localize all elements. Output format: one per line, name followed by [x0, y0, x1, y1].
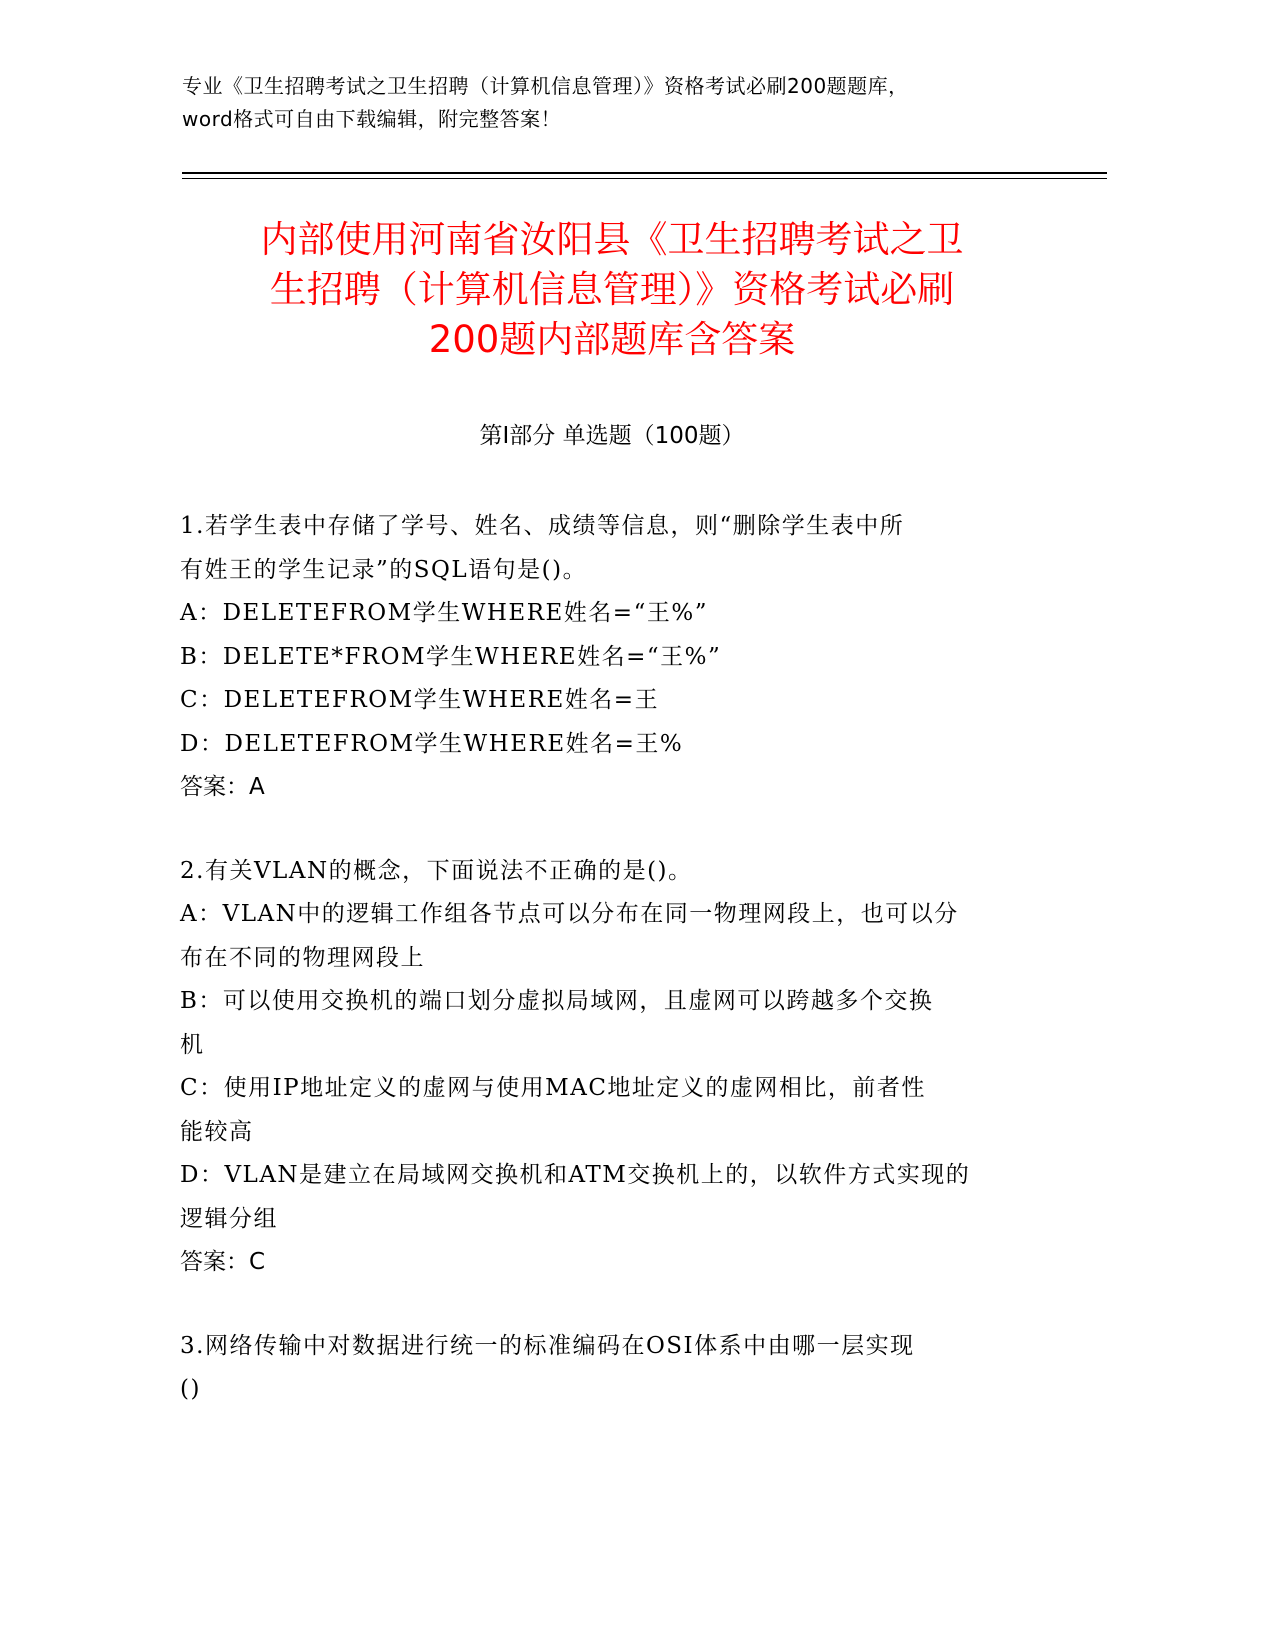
- answer-line: [180, 1241, 1040, 1285]
- header-note: [182, 70, 1092, 136]
- answer-line: [180, 766, 1040, 810]
- document-title-line-1: 内部使用河南省汝阳县《卫生招聘考试之卫: [260, 218, 964, 261]
- option-d-line: 逻辑分组: [180, 1205, 278, 1232]
- option-b-line: 机: [180, 1031, 205, 1058]
- option-c: C：DELETEFROM学生WHERE姓名=王: [180, 687, 660, 713]
- option-d-line: D：VLAN是建立在局域网交换机和ATM交换机上的，以软件方式实现的: [180, 1162, 971, 1188]
- option-d: D：DELETEFROM学生WHERE姓名=王%: [180, 730, 684, 757]
- question-stem-line: 3.网络传输中对数据进行统一的标准编码在OSI体系中由哪一层实现: [180, 1332, 915, 1359]
- question-list: [180, 505, 1040, 1452]
- option-b-line: B：可以使用交换机的端口划分虚拟局域网，且虚网可以跨越多个交换: [180, 988, 934, 1014]
- section-title: 第Ⅰ部分 单选题（100题）: [479, 423, 745, 449]
- question-1: [180, 505, 1040, 810]
- option-c-line: 能较高: [180, 1118, 254, 1145]
- option-c-line: C：使用IP地址定义的虚网与使用MAC地址定义的虚网相比，前者性: [180, 1075, 926, 1101]
- header-divider-thick: [182, 172, 1107, 174]
- option-a-line: A：VLAN中的逻辑工作组各节点可以分布在同一物理网段上，也可以分: [180, 901, 959, 927]
- question-stem-line: 2.有关VLAN的概念，下面说法不正确的是()。: [180, 857, 693, 884]
- question-2: [180, 850, 1040, 1285]
- header-note-line-2: word格式可自由下载编辑，附完整答案！: [182, 107, 562, 131]
- question-3: [180, 1325, 1040, 1412]
- document-title: [182, 215, 1042, 365]
- question-stem-line: 有姓王的学生记录”的SQL语句是()。: [180, 556, 588, 583]
- header-divider-thin: [182, 178, 1107, 179]
- option-a-line: 布在不同的物理网段上: [180, 944, 425, 971]
- document-title-line-3: 200题内部题库含答案: [428, 318, 796, 361]
- answer-value: C: [249, 1249, 266, 1275]
- header-note-line-1: 专业《卫生招聘考试之卫生招聘（计算机信息管理）》资格考试必刷200题题库，: [182, 74, 909, 98]
- option-a: A：DELETEFROM学生WHERE姓名=“王%”: [180, 600, 708, 626]
- answer-value: A: [249, 774, 265, 800]
- answer-label: 答案：: [180, 1249, 249, 1275]
- document-title-line-2: 生招聘（计算机信息管理）》资格考试必刷: [269, 268, 955, 311]
- question-stem-line: 1.若学生表中存储了学号、姓名、成绩等信息，则“删除学生表中所: [180, 513, 905, 539]
- question-stem-line: (): [180, 1376, 201, 1402]
- answer-label: 答案：: [180, 774, 249, 800]
- option-b: B：DELETE*FROM学生WHERE姓名=“王%”: [180, 643, 722, 670]
